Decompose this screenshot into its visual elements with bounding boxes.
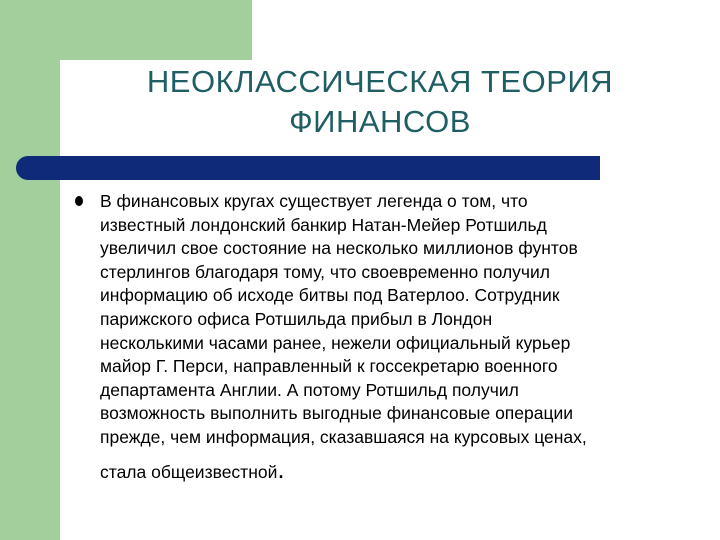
body-line: информацию об исходе битвы под Ватерлоо. Сотрудник xyxy=(100,285,560,306)
body-line: департамента Англии. А потому Ротшильд получил xyxy=(100,379,519,400)
bullet-dot-icon xyxy=(75,196,83,206)
body-line: В финансовых кругах существует легенда о том, что xyxy=(100,191,528,211)
body-line: известный лондонский банкир Натан-Мейер Ротшильд xyxy=(100,214,547,235)
body-line: увеличил свое состояние на несколько миллионов фунтов xyxy=(100,238,578,259)
body-line: прежде, чем информация, сказавшаяся на курсовых ценах, xyxy=(100,426,587,447)
left-accent-band xyxy=(0,0,60,540)
body-line: возможность выполнить выгодные финансовые операции xyxy=(100,403,574,424)
title-line-1: НЕОКЛАССИЧЕСКАЯ ТЕОРИЯ xyxy=(146,64,614,99)
body-last-text: стала общеизвестной xyxy=(100,461,278,482)
body-final-period: . xyxy=(277,453,285,484)
title-divider-bar xyxy=(16,156,600,180)
body-line: стерлингов благодаря тому, что своевременно получил xyxy=(100,261,551,282)
body-last-line xyxy=(100,454,680,487)
body-paragraph xyxy=(100,190,680,487)
slide-title xyxy=(80,62,680,142)
body-line: парижского офиса Ротшильда прибыл в Лондон xyxy=(100,308,493,329)
body-line: несколькими часами ранее, нежели официальный курьер xyxy=(100,332,571,353)
body-line: майор Г. Перси, направленный к госсекретарю военного xyxy=(100,356,558,377)
top-accent-band xyxy=(0,0,252,60)
title-line-2: ФИНАНСОВ xyxy=(289,104,471,139)
